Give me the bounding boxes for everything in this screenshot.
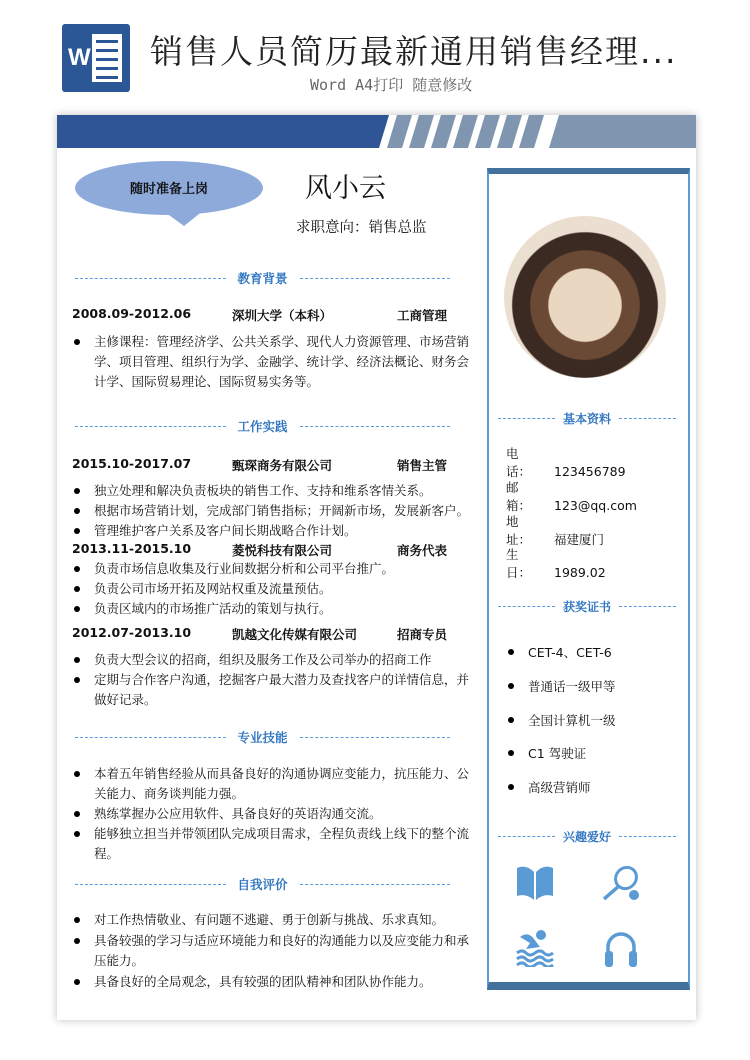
section-education-header: 教育背景	[75, 268, 450, 288]
word-app-icon: W	[62, 24, 130, 92]
list-item: 主修课程：管理经济学、公共关系学、现代人力资源管理、市场营销学、项目管理、组织行为学、金融学、统计学、经济法概论、财务会计学、国际贸易理论、国际贸易实务等。	[72, 332, 472, 392]
availability-bubble-text: 随时准备上岗	[129, 182, 208, 197]
section-basic-header: 基本资料	[498, 410, 676, 427]
self-eval-list	[72, 910, 472, 992]
list-item: 负责区域内的市场推广活动的策划与执行。	[72, 599, 472, 619]
headphones-icon	[604, 929, 638, 969]
swimming-icon	[516, 929, 554, 967]
list-item: 负责公司市场开拓及网站权重及流量预估。	[72, 579, 472, 599]
info-birthday: 生 日： 1989.02	[506, 547, 606, 580]
job-duties	[72, 481, 472, 541]
info-phone: 电 话： 123456789	[506, 446, 626, 479]
list-item: 本着五年销售经验从而具备良好的沟通协调应变能力，抗压能力、公关能力、商务谈判能力强。	[72, 764, 472, 804]
list-item: 负责市场信息收集及行业间数据分析和公司平台推广。	[72, 559, 472, 579]
profile-photo	[504, 216, 666, 378]
skills-list	[72, 764, 472, 864]
award-item: 普通话一级甲等	[506, 677, 616, 695]
education-list	[72, 332, 472, 392]
section-skills-header: 专业技能	[75, 727, 450, 747]
book-icon	[516, 866, 554, 902]
award-item: 高级营销师	[506, 778, 591, 796]
document-title: 销售人员简历最新通用销售经理...	[150, 32, 678, 71]
section-hobbies-header: 兴趣爱好	[498, 828, 676, 845]
info-address: 地 址： 福建厦门	[506, 514, 605, 547]
document-subtitle: Word A4打印 随意修改	[310, 76, 473, 94]
job-duties	[72, 650, 472, 710]
list-item: 独立处理和解决负责板块的销售工作、支持和维系客情关系。	[72, 481, 472, 501]
list-item: 定期与合作客户沟通，挖掘客户最大潜力及查找客户的详情信息，并做好记录。	[72, 670, 472, 710]
list-item: 能够独立担当并带领团队完成项目需求，全程负责线上线下的整个流程。	[72, 824, 472, 864]
list-item: 熟练掌握办公应用软件、具备良好的英语沟通交流。	[72, 804, 472, 824]
award-item: C1 驾驶证	[506, 744, 586, 762]
header-stripe-bar	[57, 115, 696, 148]
candidate-name: 风小云	[305, 173, 386, 204]
job-row: 2013.11-2015.10 菱悦科技有限公司 商务代表	[72, 541, 448, 558]
info-email: 邮 箱： 123@qq.com	[506, 480, 637, 513]
education-row: 2008.09-2012.06 深圳大学（本科） 工商管理	[72, 306, 448, 323]
list-item: 负责大型会议的招商，组织及服务工作及公司举办的招商工作	[72, 650, 472, 670]
award-item: CET-4、CET-6	[506, 643, 612, 661]
list-item: 根据市场营销计划，完成部门销售指标；开阔新市场，发展新客户。	[72, 501, 472, 521]
list-item: 具备较强的学习与适应环境能力和良好的沟通能力以及应变能力和承压能力。	[72, 931, 472, 972]
award-item: 全国计算机一级	[506, 711, 616, 729]
list-item: 管理维护客户关系及客户间长期战略合作计划。	[72, 521, 472, 541]
list-item: 具备良好的全局观念，具有较强的团队精神和团队协作能力。	[72, 972, 472, 993]
job-row: 2015.10-2017.07 甄琛商务有限公司 销售主管	[72, 456, 448, 473]
job-row: 2012.07-2013.10 凯越文化传媒有限公司 招商专员	[72, 625, 448, 642]
section-self-eval-header: 自我评价	[75, 874, 450, 894]
section-awards-header: 获奖证书	[498, 598, 676, 615]
tennis-icon	[602, 866, 642, 902]
job-intent: 求职意向：销售总监	[296, 220, 427, 236]
section-work-header: 工作实践	[75, 416, 450, 436]
list-item: 对工作热情敬业、有问题不逃避、勇于创新与挑战、乐求真知。	[72, 910, 472, 931]
job-duties	[72, 559, 472, 619]
